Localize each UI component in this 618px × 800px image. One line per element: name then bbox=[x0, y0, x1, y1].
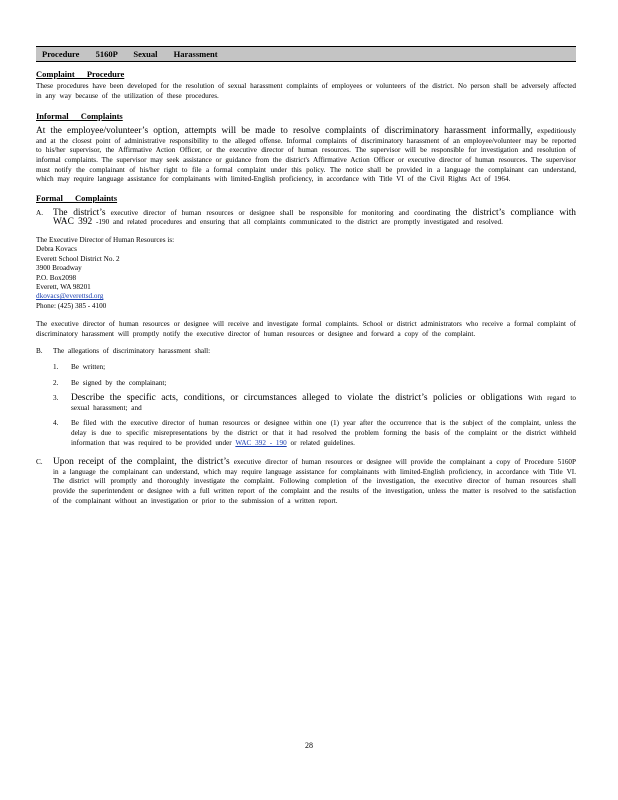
section-c bbox=[36, 458, 576, 506]
contact-intro: The Executive Director of Human Resources is: bbox=[36, 235, 175, 244]
contact-line: 3900 Broadway bbox=[36, 264, 82, 273]
procedure-header: Procedure 5160P Sexual Harassment bbox=[36, 46, 576, 62]
list-item-text: Be written; bbox=[71, 362, 106, 371]
section-a-body1: executive director of human resources or designee shall be responsible for monitoring and coordinating bbox=[110, 208, 451, 217]
document-page bbox=[36, 46, 576, 506]
item4-end: or related guidelines. bbox=[290, 438, 355, 447]
section-c-text bbox=[53, 458, 576, 506]
contact-line: Everett, WA 98201 bbox=[36, 282, 91, 291]
item4-text: Be filed with the executive director of human resources or designee within one (1) year after the occurrence that is the subject of the complaint, unless the delay is due to specific misrepresentations by the district or that it had resolved the problem forming the basis of the complaint or the district withheld information that was required to be provided under bbox=[71, 419, 576, 447]
contact-line: Everett School District No. 2 bbox=[36, 254, 120, 263]
wac-link[interactable]: WAC 392 - 190 bbox=[235, 438, 287, 447]
section-b-text: The allegations of discriminatory harassment shall: bbox=[53, 347, 211, 356]
after-contact-paragraph: The executive director of human resources or designee will receive and investigate formal complaints. School or district administrators who receive a formal complaint of discriminatory harassment will promptly notify the executive director of human resources or designee and forward a copy of the complaint. bbox=[36, 320, 576, 338]
email-link[interactable]: dkovacs@everettsd.org bbox=[36, 292, 104, 301]
list-item-text bbox=[71, 419, 576, 448]
list-item-text bbox=[71, 394, 576, 413]
list-item-number: 1. bbox=[53, 362, 59, 371]
item3-lead: Describe the specific acts, conditions, or circumstances alleged to violate the district’s policies or obligations w bbox=[71, 393, 535, 404]
section-a-body2: -190 and related procedures and ensuring that all complaints communicated to the district are promptly investigated and resolved. bbox=[96, 218, 503, 227]
phone: Phone: (425) 385 - 4100 bbox=[36, 301, 107, 310]
list-item bbox=[36, 363, 576, 373]
informal-paragraph bbox=[36, 127, 576, 185]
section-b bbox=[36, 347, 576, 357]
contact-block bbox=[36, 236, 576, 311]
complaint-procedure-heading: Complaint Procedure bbox=[36, 69, 125, 79]
section-a-lead2: the district’s compliance with WAC 392 bbox=[53, 207, 576, 228]
formal-complaints-heading: Formal Complaints bbox=[36, 192, 118, 203]
list-item-number: 2. bbox=[53, 378, 59, 387]
section-c-label: C. bbox=[36, 458, 43, 467]
section-a-lead: The district’s bbox=[53, 207, 106, 218]
list-item bbox=[36, 379, 576, 389]
informal-lead: At the employee/volunteer’s option, attempts will be made to resolve complaints of discriminatory harassment informally, bbox=[36, 126, 533, 137]
contact-line: P.O. Box2098 bbox=[36, 273, 77, 282]
section-a-label: A. bbox=[36, 208, 43, 217]
list-item-number: 3. bbox=[53, 394, 59, 403]
list-item bbox=[36, 419, 576, 448]
item3-tail: ith regard to sexual harassment; and bbox=[71, 394, 576, 412]
section-a-text bbox=[53, 209, 576, 228]
intro-paragraph: These procedures have been developed for the resolution of sexual harassment complaints of employees or volunteers of the district. No person shall be adversely affected in any way because of the utilization of these procedures. bbox=[36, 82, 576, 100]
list-item bbox=[36, 394, 576, 413]
contact-line: Debra Kovacs bbox=[36, 245, 77, 254]
list-item-number: 4. bbox=[53, 419, 59, 428]
list-item-text: Be signed by the complainant; bbox=[71, 378, 167, 387]
section-c-body: executive director of human resources or designee will provide the complainant a copy of Procedure 5160P in a language the complainant can understand, which may require language assistance for complainants with limited-English proficiency, in accordance with Title VI. The district will promptly and thoroughly investigate the complaint. Following completion of the investigation, the executive director of human resources shall provide the superintendent or designee with a full written report of the complaint and the results of the investigation, unless the matter is resolved to the satisfaction of the complainant without an investigation or prior to the submission of a written report. bbox=[53, 458, 577, 505]
section-b-label: B. bbox=[36, 347, 43, 356]
section-c-lead: Upon receipt of the complaint, the district’s bbox=[53, 457, 230, 468]
page-number: 28 bbox=[305, 741, 313, 750]
section-a bbox=[36, 209, 576, 228]
informal-complaints-heading: Informal Complaints bbox=[36, 111, 123, 122]
informal-body: expeditiously and at the closest point of administrative responsibility to the alleged offense. Informal complaints of discriminatory harassment of an employee/volunteer may be reported to his/her supervisor, the Affirmative Action Officer, or the executive director of human resources. The supervisor will be responsible for investigation and resolution of informal complaints. The supervisor may seek assistance or guidance from the district's Affirmative Action Officer or executive director of human resources. The supervisor must notify the complainant of his/her right to file a formal complaint under this policy. The notice shall be provided in a language the complainant can understand, which may require language assistance for complainants with limited-English proficiency, in accordance with Title VI of the Civil Rights Act of 1964. bbox=[36, 127, 577, 184]
